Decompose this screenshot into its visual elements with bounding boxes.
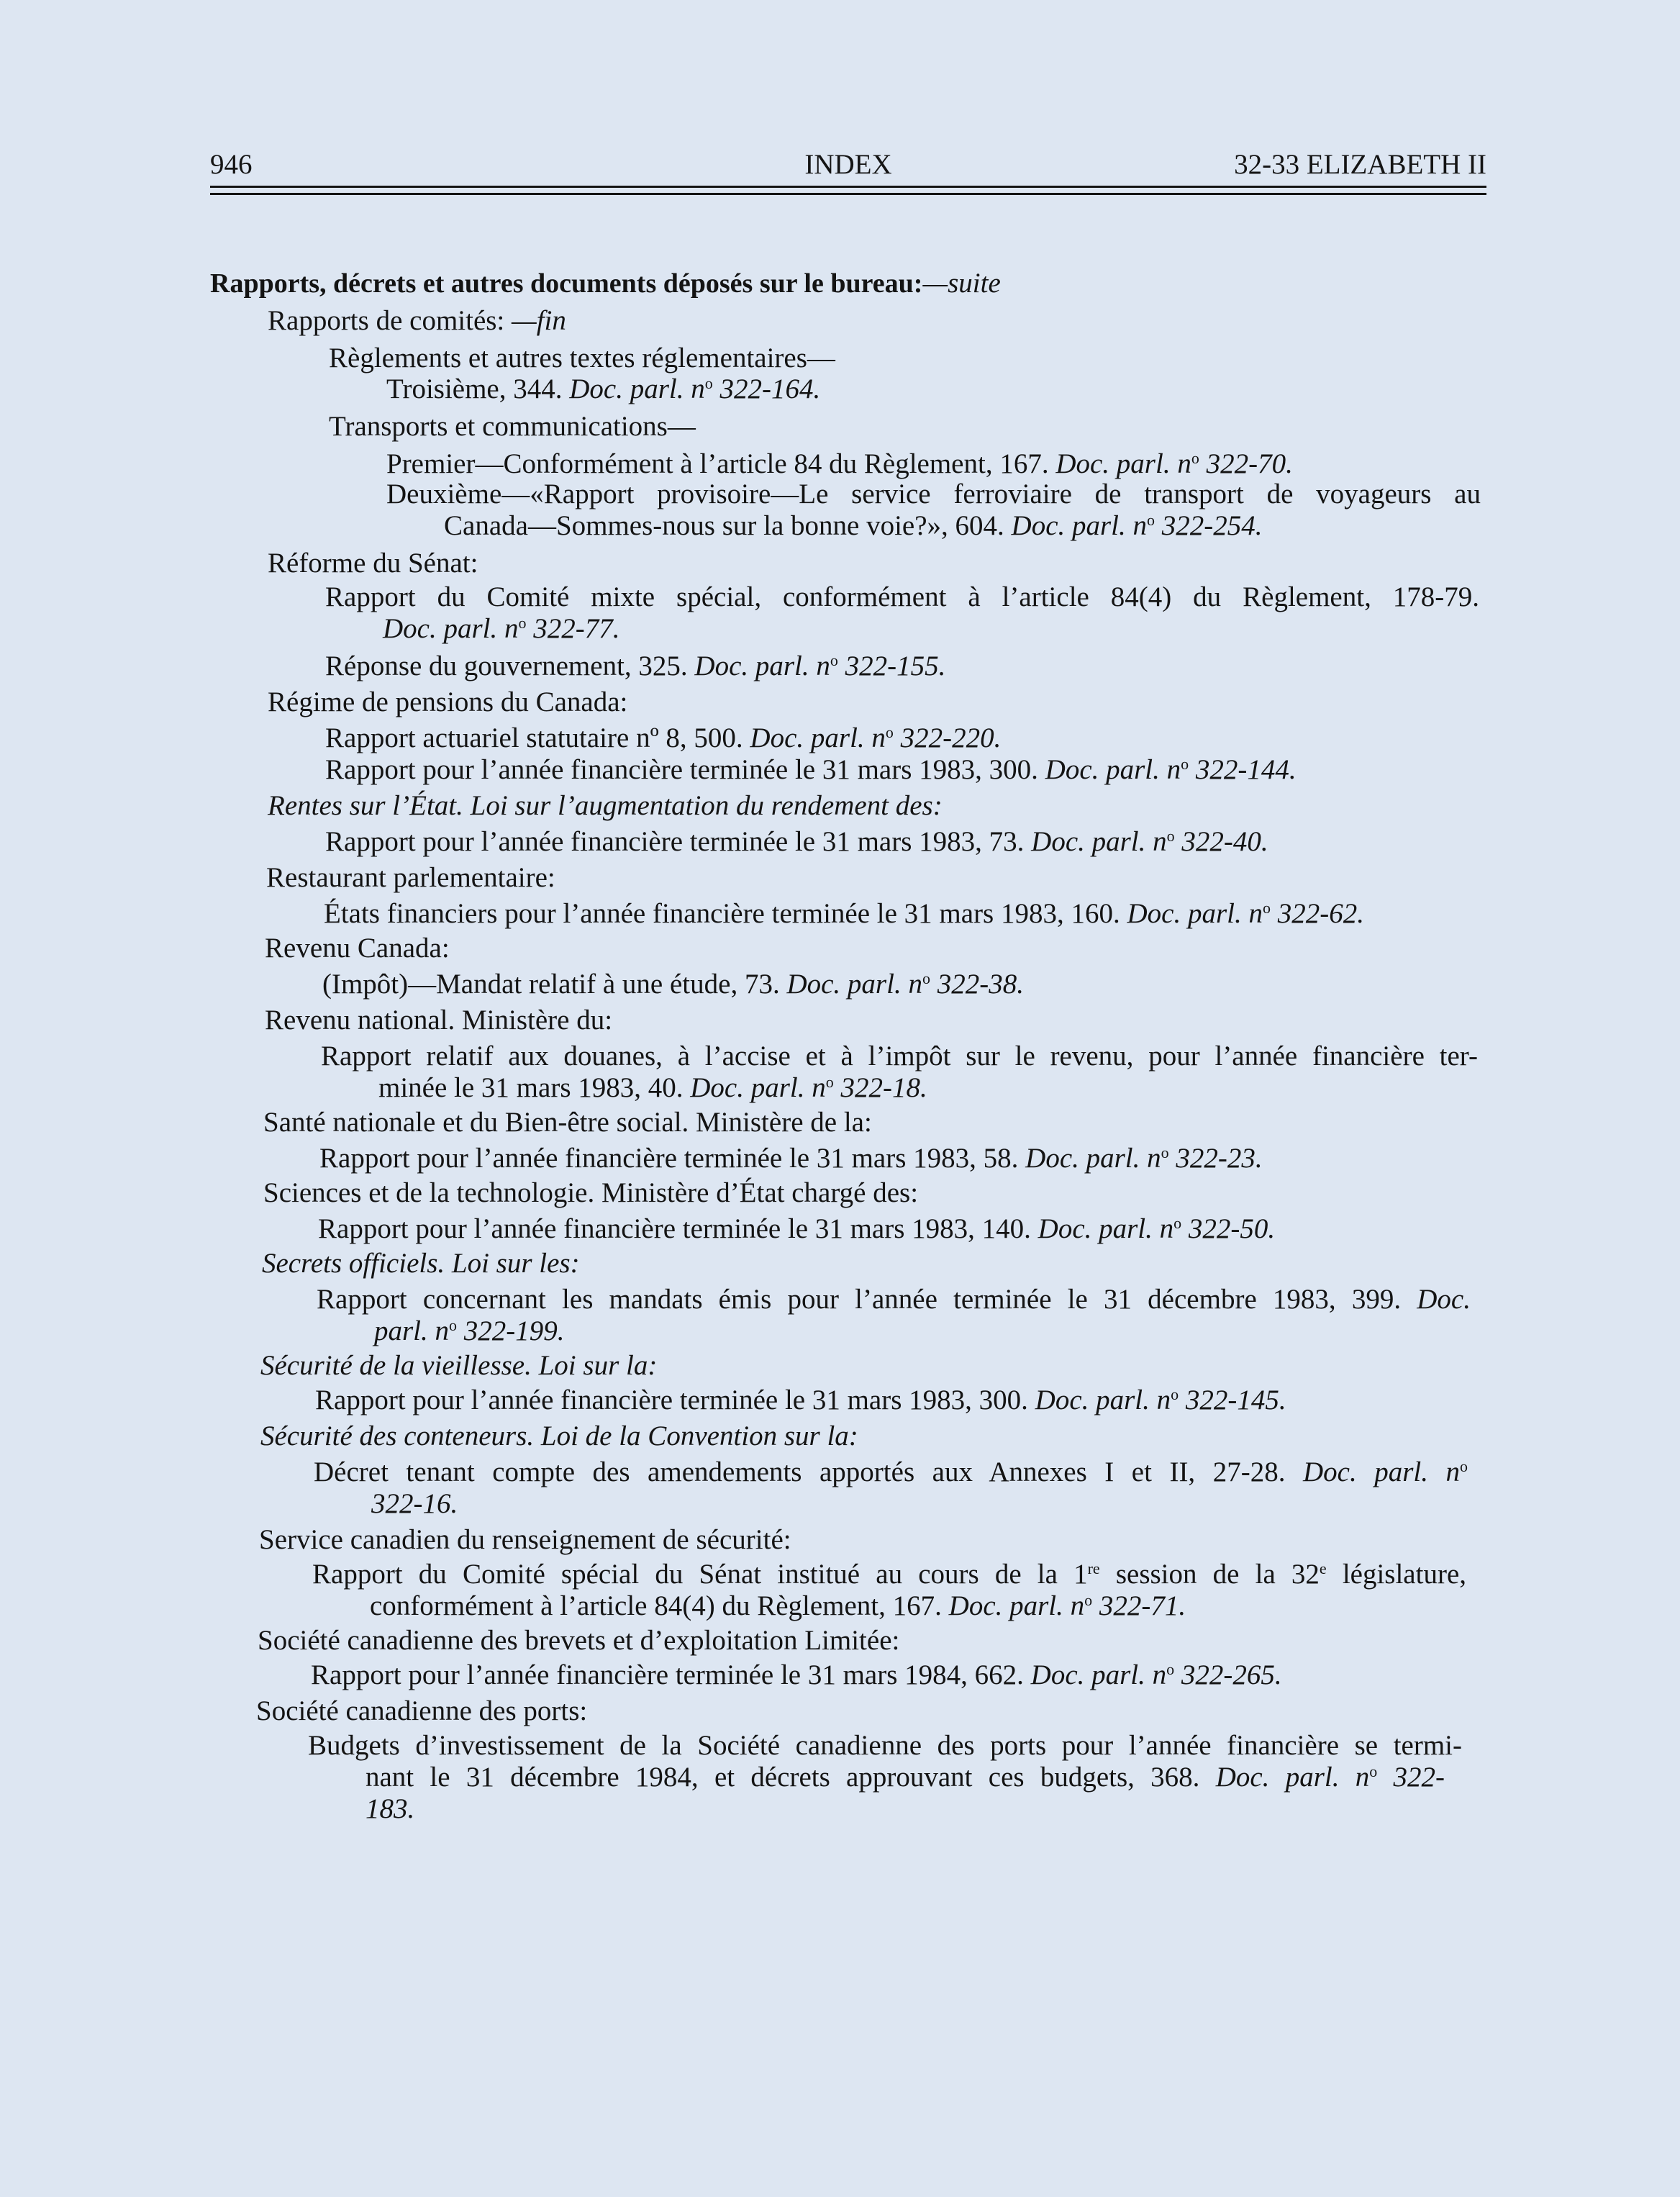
line-text: Rapport actuariel statutaire nº 8, 500.: [325, 722, 750, 753]
line-text: Budgets d’investissement de la Société canadienne des ports pour l’année financière se termi-: [308, 1730, 1462, 1761]
line-text: Rapport pour l’année financière terminée le 31 mars 1983, 73.: [325, 826, 1032, 857]
line-text: Régime de pensions du Canada:: [268, 687, 628, 717]
line-text: o: [1460, 1457, 1468, 1475]
entry-line: [324, 898, 1364, 930]
line-text: Santé nationale et du Bien-être social. Ministère de la:: [263, 1107, 872, 1138]
line-text: o: [1369, 1762, 1378, 1780]
line-text: Rapports de comités:: [268, 305, 512, 336]
line-text: 322-220.: [893, 722, 1002, 753]
line-text: nant le 31 décembre 1984, et décrets approuvant ces budgets, 368.: [365, 1762, 1216, 1793]
line-text: Société canadienne des ports:: [256, 1695, 588, 1726]
entry-continuation: [444, 510, 1263, 542]
line-text: Rapports, décrets et autres documents déposés sur le bureau:: [210, 268, 923, 299]
line-text: 322-265.: [1174, 1659, 1282, 1690]
line-text: e: [1319, 1559, 1327, 1577]
line-text: Réponse du gouvernement, 325.: [325, 651, 695, 681]
line-text: Société canadienne des brevets et d’exploitation Limitée:: [258, 1625, 900, 1656]
entry-line: [386, 448, 1293, 480]
entry-continuation: [370, 1590, 1186, 1622]
line-text: Premier—Conformément à l’article 84 du Règlement, 167.: [386, 448, 1056, 479]
line-text: parl. n: [374, 1315, 450, 1346]
entry-continuation: [365, 1793, 414, 1825]
line-text: Rapport pour l’année financière terminée le 31 mars 1984, 662.: [311, 1659, 1031, 1690]
running-head-right: 32-33 ELIZABETH II: [1234, 149, 1486, 180]
entry-line: [312, 1559, 1466, 1590]
sub-heading: [263, 1177, 918, 1209]
line-text: Rapport du Comité spécial du Sénat institué au cours de la 1: [312, 1559, 1088, 1590]
line-text: Secrets officiels. Loi sur les:: [262, 1248, 580, 1279]
entry-line: [315, 1385, 1286, 1416]
sub-heading: [265, 933, 450, 964]
entry-line: [325, 722, 1001, 754]
line-text: o: [1263, 899, 1271, 917]
line-text: Rapport pour l’année financière terminée le 31 mars 1983, 300.: [325, 754, 1045, 785]
line-text: Décret tenant compte des amendements apportés aux Annexes I et II, 27-28.: [314, 1457, 1303, 1487]
line-text: o: [704, 374, 713, 392]
line-text: 322-16.: [371, 1488, 458, 1519]
sub-heading: [259, 1524, 791, 1556]
line-text: o: [1181, 755, 1189, 773]
line-text: o: [449, 1316, 458, 1334]
line-text: Doc. parl. n: [1127, 898, 1263, 929]
line-text: re: [1087, 1559, 1100, 1577]
line-text: o: [1166, 1660, 1175, 1678]
entry-line: [325, 651, 945, 682]
line-text: Doc. parl. n: [1215, 1762, 1370, 1793]
line-text: 322-70.: [1199, 448, 1293, 479]
header-rule: [210, 186, 1486, 188]
line-text: 322-164.: [712, 373, 821, 404]
line-text: Doc. parl. n: [948, 1590, 1085, 1621]
line-text: législature,: [1326, 1559, 1467, 1590]
line-text: Doc. parl. n: [1011, 510, 1148, 541]
line-text: Rapport relatif aux douanes, à l’accise et à l’impôt sur le revenu, pour l’année financière ter-: [321, 1041, 1478, 1072]
entry-continuation: [383, 613, 620, 645]
line-text: o: [1191, 449, 1199, 467]
line-text: conformément à l’article 84(4) du Règlement, 167.: [370, 1590, 949, 1621]
sub-heading: [268, 305, 566, 337]
running-title: INDEX: [804, 149, 892, 180]
line-text: —fin: [512, 305, 566, 336]
line-text: Sciences et de la technologie. Ministère d’État chargé des:: [263, 1177, 919, 1208]
line-text: o: [885, 723, 894, 741]
line-text: Rapport pour l’année financière terminée le 31 mars 1983, 58.: [319, 1143, 1026, 1174]
line-text: Deuxième—«Rapport provisoire—Le service ferroviaire de transport de voyageurs au: [386, 479, 1481, 509]
sub-heading: [256, 1695, 587, 1727]
line-text: 322-40.: [1174, 826, 1268, 857]
line-text: o: [518, 614, 527, 632]
line-text: Revenu national. Ministère du:: [265, 1005, 613, 1036]
line-text: o: [825, 1073, 834, 1091]
line-text: 322-144.: [1189, 754, 1297, 785]
line-text: —suite: [922, 268, 1001, 299]
line-text: Restaurant parlementaire:: [266, 862, 555, 893]
page-number: 946: [210, 149, 253, 180]
line-text: Doc. parl. n: [1055, 448, 1191, 479]
line-text: o: [1147, 511, 1155, 529]
line-text: Rapport pour l’année financière terminée le 31 mars 1983, 140.: [318, 1213, 1038, 1244]
entry-line: [314, 1457, 1468, 1488]
line-text: o: [1171, 1385, 1179, 1403]
line-text: Rentes sur l’État. Loi sur l’augmentation du rendement des:: [268, 790, 943, 821]
line-text: Doc. parl. n: [694, 651, 830, 681]
line-text: Canada—Sommes-nous sur la bonne voie?», 604.: [444, 510, 1012, 541]
entry-line: [319, 1143, 1263, 1174]
line-text: Doc. parl. n: [1035, 1385, 1171, 1415]
entry-line: [317, 1284, 1471, 1315]
entry-continuation: [371, 1488, 458, 1520]
sub-heading: [263, 1107, 872, 1138]
line-text: 322-155.: [837, 651, 946, 681]
line-text: Rapport pour l’année financière terminée le 31 mars 1983, 300.: [315, 1385, 1035, 1415]
line-text: Transports et communications—: [329, 411, 696, 442]
line-text: Sécurité des conteneurs. Loi de la Convention sur la:: [260, 1421, 858, 1451]
entry-line: [325, 581, 1479, 613]
sub-heading: [266, 862, 555, 894]
line-text: Règlements et autres textes réglementaires—: [329, 343, 835, 373]
line-text: Doc. parl. n: [1030, 1659, 1167, 1690]
line-text: 322-199.: [457, 1315, 565, 1346]
line-text: Doc. parl. n: [690, 1072, 826, 1103]
line-text: o: [830, 651, 838, 669]
sub-heading: [265, 1005, 612, 1036]
line-text: Doc. parl. n: [1037, 1213, 1174, 1244]
sub-heading: [268, 687, 627, 718]
line-text: Rapport concernant les mandats émis pour l’année terminée le 31 décembre 1983, 399.: [317, 1284, 1417, 1315]
entry-line: [321, 1041, 1478, 1072]
sub-heading: [268, 548, 478, 579]
line-text: session de la 32: [1099, 1559, 1320, 1590]
line-text: Service canadien du renseignement de sécurité:: [259, 1524, 791, 1555]
entry-line: [311, 1659, 1282, 1691]
line-text: Doc. parl. n: [1025, 1143, 1161, 1174]
line-text: Réforme du Sénat:: [268, 548, 478, 579]
entry-continuation: [378, 1072, 927, 1104]
entry-continuation: [374, 1315, 565, 1347]
line-text: Rapport du Comité mixte spécial, conformément à l’article 84(4) du Règlement, 178-79.: [325, 581, 1479, 612]
line-text: Sécurité de la vieillesse. Loi sur la:: [260, 1350, 658, 1381]
sub-heading: [262, 1248, 580, 1279]
line-text: Doc. parl. n: [569, 373, 705, 404]
entry-line: [308, 1730, 1462, 1762]
sub-heading: [258, 1625, 899, 1657]
line-text: (Impôt)—Mandat relatif à une étude, 73.: [322, 969, 787, 1000]
line-text: 322-62.: [1271, 898, 1364, 929]
line-text: 322-50.: [1181, 1213, 1276, 1244]
page-header: [210, 141, 1486, 207]
line-text: Doc. parl. n: [1045, 754, 1181, 785]
entry-line: [386, 373, 820, 405]
header-rule-double: [210, 193, 1486, 195]
entry-line: [325, 754, 1297, 786]
line-text: 322-38.: [930, 969, 1024, 1000]
line-text: 322-71.: [1092, 1590, 1186, 1621]
line-text: o: [1173, 1214, 1182, 1232]
line-text: Doc. parl. n: [1302, 1457, 1460, 1487]
line-text: Doc. parl. n: [750, 722, 886, 753]
line-text: Doc. parl. n: [786, 969, 922, 1000]
line-text: États financiers pour l’année financière terminée le 31 mars 1983, 160.: [324, 898, 1127, 929]
line-text: Doc. parl. n: [1031, 826, 1167, 857]
sub-heading: [268, 790, 943, 822]
entry-heading: [210, 268, 1001, 299]
line-text: 322-254.: [1155, 510, 1263, 541]
sub-heading: [260, 1350, 657, 1382]
line-text: minée le 31 mars 1983, 40.: [378, 1072, 691, 1103]
line-text: Revenu Canada:: [265, 933, 450, 964]
entry-line: [325, 826, 1268, 858]
line-text: 322-: [1377, 1762, 1445, 1793]
entry-line: [318, 1213, 1275, 1245]
line-text: 322-18.: [833, 1072, 927, 1103]
line-text: 322-23.: [1168, 1143, 1263, 1174]
sub-heading: [260, 1421, 858, 1452]
line-text: Troisième, 344.: [386, 373, 570, 404]
sub-sub-heading: [329, 411, 696, 443]
sub-sub-heading: [329, 343, 835, 374]
line-text: 183.: [365, 1793, 415, 1824]
line-text: o: [922, 969, 930, 987]
line-text: o: [1166, 827, 1175, 845]
line-text: 322-145.: [1179, 1385, 1286, 1415]
entry-continuation: [365, 1762, 1445, 1793]
entry-line: [322, 969, 1024, 1000]
line-text: Doc.: [1417, 1284, 1471, 1315]
line-text: o: [1084, 1591, 1093, 1609]
entry-line: [386, 479, 1481, 510]
line-text: 322-77.: [526, 613, 620, 644]
line-text: Doc. parl. n: [383, 613, 519, 644]
line-text: o: [1161, 1143, 1169, 1161]
